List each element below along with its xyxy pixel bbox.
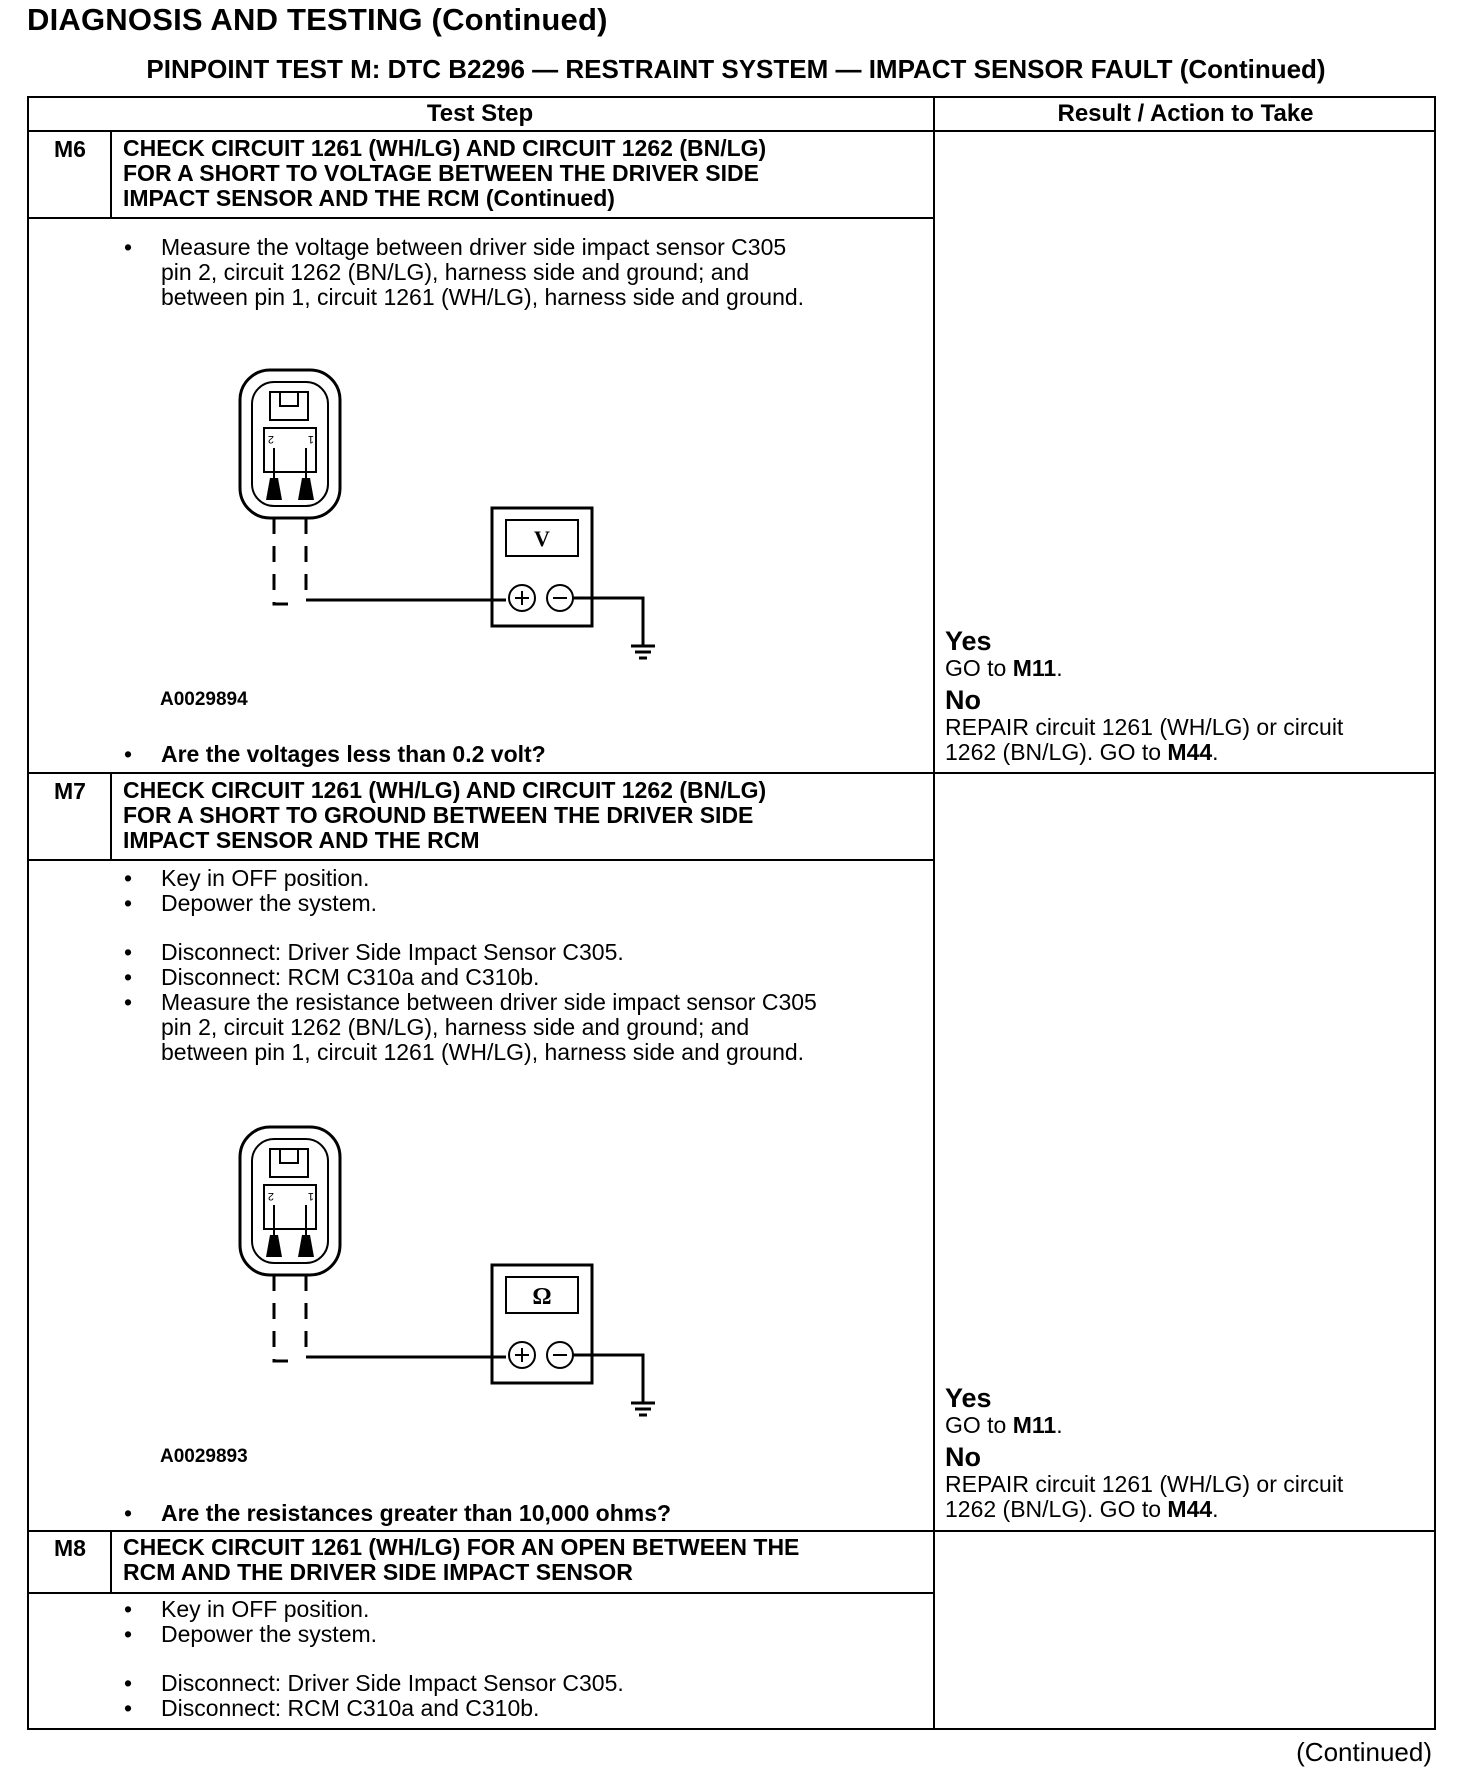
no-action: REPAIR circuit 1261 (WH/LG) or circuit [945, 1471, 1344, 1497]
connector-c305-icon [240, 1127, 340, 1275]
step-id: M6 [54, 136, 86, 162]
instruction-item [122, 1671, 922, 1696]
step-title [123, 1535, 923, 1585]
instruction-line: • Disconnect: Driver Side Impact Sensor C305. [161, 939, 624, 965]
instruction-line: • Disconnect: Driver Side Impact Sensor C305. [161, 1670, 624, 1696]
step-id-divider [110, 772, 112, 860]
column-header-test-step: Test Step [426, 100, 534, 127]
step-id: M8 [54, 1535, 86, 1561]
instruction-item [122, 1622, 922, 1647]
instruction-item [122, 990, 922, 1065]
page-title: DIAGNOSIS AND TESTING (Continued) [27, 2, 608, 37]
goto-link[interactable]: M44 [1167, 739, 1213, 765]
step-title-line: FOR A SHORT TO GROUND BETWEEN THE DRIVER SIDE [123, 802, 754, 828]
column-header-result: Result / Action to Take [1057, 100, 1314, 127]
no-action: REPAIR circuit 1261 (WH/LG) or circuit [945, 714, 1344, 740]
instruction-item [122, 940, 922, 965]
step-title-line: CHECK CIRCUIT 1261 (WH/LG) FOR AN OPEN BETWEEN THE [123, 1534, 800, 1560]
step-title-line: CHECK CIRCUIT 1261 (WH/LG) AND CIRCUIT 1262 (BN/LG) [123, 135, 767, 161]
no-label: No [945, 685, 981, 715]
meter-symbol: Ω [532, 1284, 552, 1310]
voltmeter-icon [492, 508, 592, 626]
meter-symbol: V [534, 526, 550, 551]
test-question [122, 1500, 922, 1527]
instruction-line: • Depower the system. [161, 890, 378, 916]
instruction-item [122, 891, 922, 916]
instruction-line: • Key in OFF position. [161, 865, 370, 891]
test-question [122, 741, 922, 768]
step-title-divider [27, 859, 933, 861]
instruction-line: • Disconnect: RCM C310a and C310b. [161, 1695, 540, 1721]
voltmeter-test-diagram [230, 368, 700, 668]
pin-label: 2 [267, 1190, 274, 1202]
pin-label: 1 [307, 433, 314, 445]
figure-id: A0029893 [160, 1446, 248, 1467]
step-title-divider [27, 1592, 933, 1594]
question-text: • Are the resistances greater than 10,000 ohms? [161, 1500, 672, 1526]
no-action: 1262 (BN/LG). GO to M44. [945, 739, 1219, 765]
pin-label: 2 [267, 433, 274, 445]
page-subtitle: PINPOINT TEST M: DTC B2296 — RESTRAINT SYSTEM — IMPACT SENSOR FAULT (Continued) [146, 54, 1326, 84]
instruction-item [122, 1597, 922, 1622]
instruction-line: between pin 1, circuit 1261 (WH/LG), harness side and ground. [161, 284, 805, 310]
step-divider [27, 1530, 1436, 1532]
step-title-line: RCM AND THE DRIVER SIDE IMPACT SENSOR [123, 1559, 633, 1585]
instruction-line: • Measure the resistance between driver side impact sensor C305 [161, 989, 817, 1015]
instruction-line: • Key in OFF position. [161, 1596, 370, 1622]
step-title-line: CHECK CIRCUIT 1261 (WH/LG) AND CIRCUIT 1262 (BN/LG) [123, 777, 767, 803]
step-id-divider [110, 130, 112, 218]
result-block [945, 1383, 1425, 1522]
step-id-divider [110, 1530, 112, 1593]
instruction-list [122, 235, 922, 310]
ohmmeter-icon [492, 1265, 592, 1383]
goto-link[interactable]: M11 [1012, 1412, 1057, 1438]
instruction-line: • Measure the voltage between driver side impact sensor C305 [161, 234, 787, 260]
instruction-line: pin 2, circuit 1262 (BN/LG), harness side and ground; and [161, 1014, 750, 1040]
instruction-item [122, 1696, 922, 1721]
step-divider [27, 772, 1436, 774]
ohmmeter-test-diagram [230, 1125, 700, 1425]
no-action: 1262 (BN/LG). GO to M44. [945, 1496, 1219, 1522]
step-title-line: IMPACT SENSOR AND THE RCM [123, 827, 480, 853]
instruction-line: • Disconnect: RCM C310a and C310b. [161, 964, 540, 990]
step-title [123, 778, 923, 853]
step-title-line: FOR A SHORT TO VOLTAGE BETWEEN THE DRIVER SIDE [123, 160, 759, 186]
no-label: No [945, 1442, 981, 1472]
instruction-item [122, 965, 922, 990]
step-title [123, 136, 923, 211]
ground-icon [631, 1403, 655, 1415]
step-title-line: IMPACT SENSOR AND THE RCM (Continued) [123, 185, 615, 211]
column-divider [933, 96, 935, 1730]
yes-label: Yes [945, 1383, 992, 1413]
instruction-list [122, 866, 922, 1065]
connector-c305-icon [240, 370, 340, 518]
yes-label: Yes [945, 626, 992, 656]
question-text: • Are the voltages less than 0.2 volt? [161, 741, 546, 767]
goto-link[interactable]: M11 [1012, 655, 1057, 681]
yes-action: GO to M11. [945, 655, 1063, 681]
instruction-list [122, 1597, 922, 1721]
instruction-item [122, 235, 922, 310]
instruction-line: • Depower the system. [161, 1621, 378, 1647]
instruction-item [122, 866, 922, 891]
figure-id: A0029894 [160, 689, 248, 710]
instruction-line: pin 2, circuit 1262 (BN/LG), harness side and ground; and [161, 259, 750, 285]
step-id: M7 [54, 778, 86, 804]
pin-label: 1 [307, 1190, 314, 1202]
result-block [945, 626, 1425, 765]
step-title-divider [27, 217, 933, 219]
ground-icon [631, 646, 655, 658]
instruction-line: between pin 1, circuit 1261 (WH/LG), harness side and ground. [161, 1039, 805, 1065]
continued-footer: (Continued) [1296, 1737, 1432, 1767]
yes-action: GO to M11. [945, 1412, 1063, 1438]
goto-link[interactable]: M44 [1167, 1496, 1213, 1522]
